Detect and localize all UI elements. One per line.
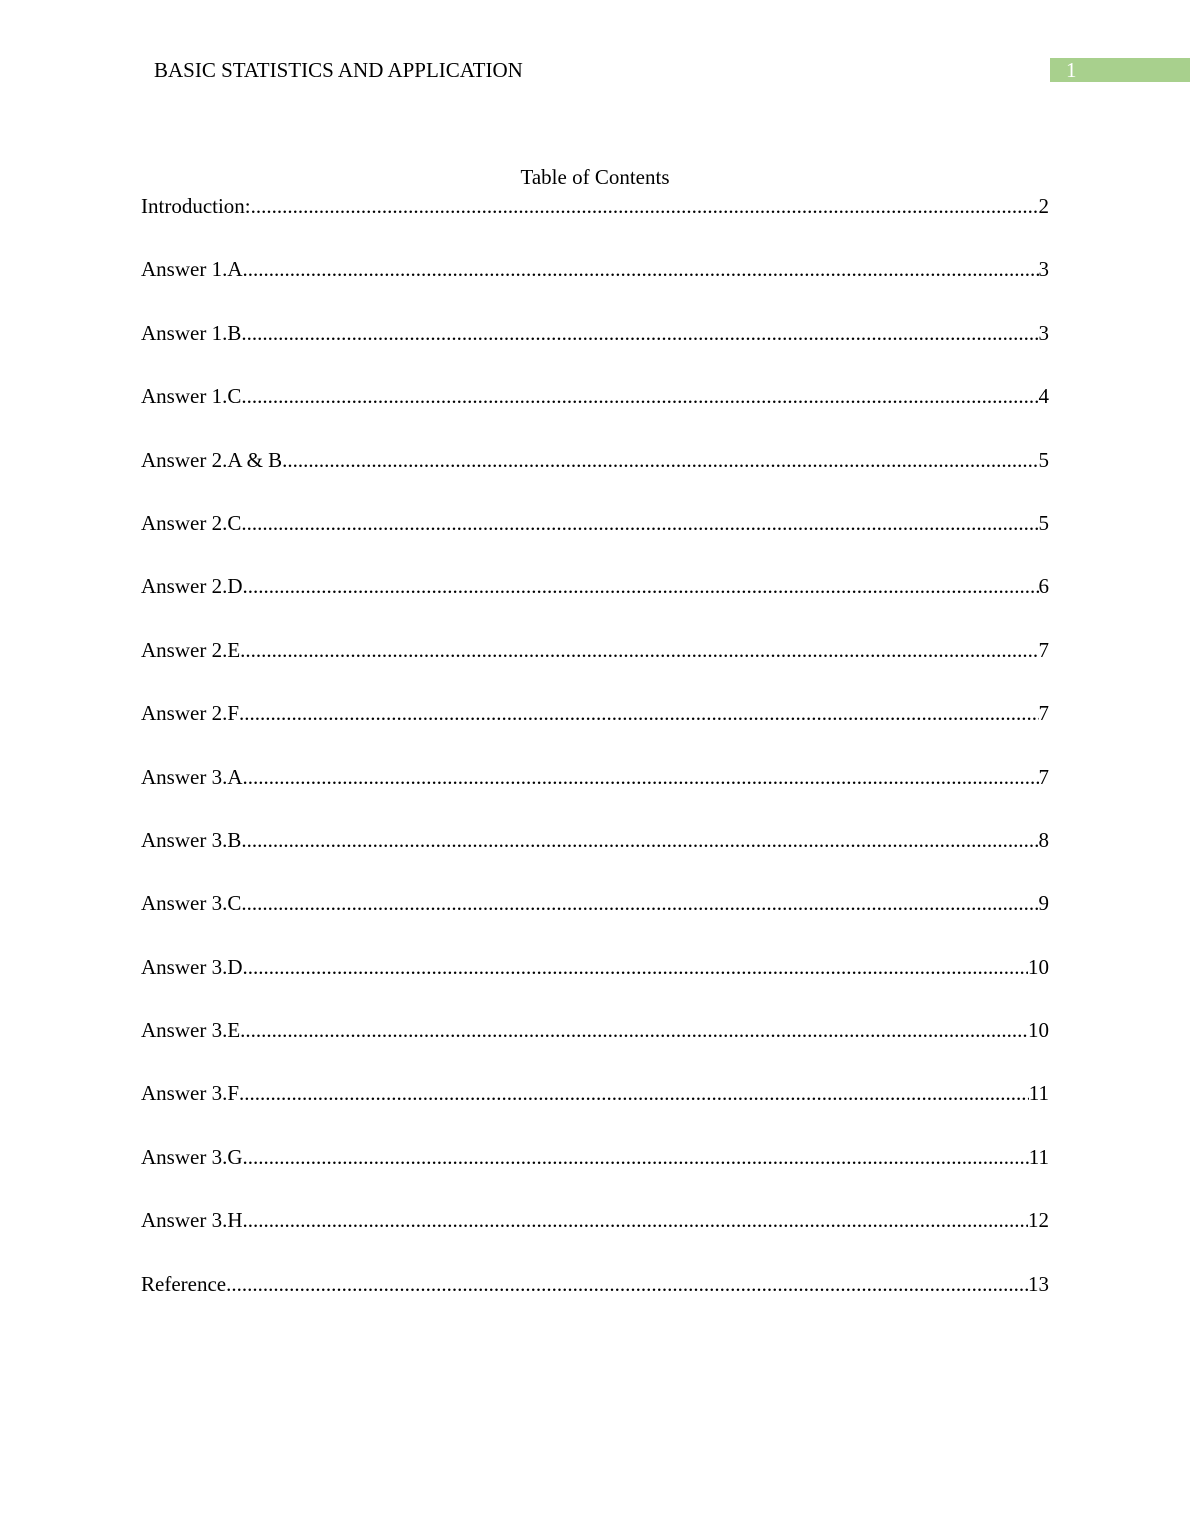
toc-entry-page-number[interactable]: 8 (1038, 827, 1049, 852)
toc-list (141, 193, 1049, 1334)
toc-dot-leader (240, 637, 1038, 663)
toc-entry-page-number[interactable]: 4 (1038, 384, 1049, 409)
page-number: 1 (1066, 58, 1077, 82)
toc-entry-label[interactable]: Reference (141, 1271, 227, 1296)
toc-entry[interactable] (141, 764, 1049, 827)
toc-dot-leader (226, 1271, 1028, 1297)
toc-dot-leader (241, 510, 1038, 536)
toc-entry-label[interactable]: Answer 3.H (141, 1208, 243, 1233)
toc-entry-label[interactable]: Answer 1.C (141, 384, 242, 409)
toc-entry-label[interactable]: Answer 3.D (141, 954, 243, 979)
toc-entry-label[interactable]: Answer 1.A (141, 257, 243, 282)
toc-entry[interactable] (141, 383, 1049, 446)
toc-dot-leader (251, 193, 1039, 219)
toc-entry-page-number[interactable]: 3 (1038, 257, 1049, 282)
toc-entry-page-number[interactable]: 11 (1028, 1081, 1049, 1106)
toc-entry-label[interactable]: Answer 2.C (141, 510, 242, 535)
toc-entry-page-number[interactable]: 5 (1038, 510, 1049, 535)
toc-dot-leader (241, 383, 1038, 409)
toc-dot-leader (242, 256, 1038, 282)
toc-dot-leader (239, 1080, 1029, 1106)
toc-entry[interactable] (141, 954, 1049, 1017)
toc-dot-leader (242, 954, 1028, 980)
toc-entry[interactable] (141, 193, 1049, 256)
toc-entry-page-number[interactable]: 11 (1028, 1144, 1049, 1169)
toc-entry-label[interactable]: Answer 3.C (141, 891, 242, 916)
toc-dot-leader (241, 320, 1038, 346)
toc-entry[interactable] (141, 700, 1049, 763)
toc-dot-leader (242, 573, 1038, 599)
toc-entry[interactable] (141, 637, 1049, 700)
running-header-title: BASIC STATISTICS AND APPLICATION (154, 58, 523, 82)
toc-dot-leader (241, 827, 1038, 853)
toc-entry[interactable] (141, 320, 1049, 383)
toc-dot-leader (242, 1144, 1028, 1170)
toc-entry-page-number[interactable]: 7 (1038, 764, 1049, 789)
toc-entry[interactable] (141, 1207, 1049, 1270)
toc-entry-label[interactable]: Answer 3.E (141, 1018, 241, 1043)
toc-entry-label[interactable]: Answer 2.D (141, 574, 243, 599)
toc-entry[interactable] (141, 890, 1049, 953)
toc-dot-leader (242, 1207, 1028, 1233)
toc-entry[interactable] (141, 447, 1049, 510)
toc-entry[interactable] (141, 1144, 1049, 1207)
toc-entry[interactable] (141, 1017, 1049, 1080)
toc-entry-label[interactable]: Answer 3.G (141, 1144, 243, 1169)
toc-entry-label[interactable]: Answer 2.F (141, 701, 239, 726)
toc-entry-page-number[interactable]: 7 (1038, 637, 1049, 662)
toc-entry-label[interactable]: Introduction: (141, 194, 251, 218)
toc-dot-leader (240, 1017, 1028, 1043)
toc-dot-leader (282, 447, 1038, 473)
toc-entry[interactable] (141, 827, 1049, 890)
toc-entry[interactable] (141, 510, 1049, 573)
toc-entry-page-number[interactable]: 13 (1028, 1271, 1049, 1296)
toc-entry-page-number[interactable]: 10 (1028, 1018, 1049, 1043)
toc-entry[interactable] (141, 256, 1049, 319)
toc-entry-page-number[interactable]: 5 (1038, 447, 1049, 472)
toc-entry-label[interactable]: Answer 3.B (141, 827, 242, 852)
page-number-box (1050, 58, 1190, 82)
toc-dot-leader (242, 764, 1038, 790)
toc-entry-label[interactable]: Answer 2.A & B (141, 447, 283, 472)
toc-entry-page-number[interactable]: 6 (1038, 574, 1049, 599)
toc-entry-label[interactable]: Answer 3.A (141, 764, 243, 789)
toc-entry[interactable] (141, 1080, 1049, 1143)
toc-entry-label[interactable]: Answer 3.F (141, 1081, 239, 1106)
toc-title: Table of Contents (520, 165, 670, 189)
toc-entry-page-number[interactable]: 2 (1038, 194, 1049, 218)
toc-entry-page-number[interactable]: 9 (1038, 891, 1049, 916)
toc-entry[interactable] (141, 573, 1049, 636)
toc-entry[interactable] (141, 1271, 1049, 1334)
toc-dot-leader (241, 890, 1038, 916)
toc-entry-page-number[interactable]: 7 (1038, 701, 1049, 726)
toc-entry-label[interactable]: Answer 1.B (141, 320, 242, 345)
toc-dot-leader (239, 700, 1039, 726)
toc-entry-page-number[interactable]: 12 (1028, 1208, 1049, 1233)
toc-entry-page-number[interactable]: 10 (1028, 954, 1049, 979)
toc-entry-page-number[interactable]: 3 (1038, 320, 1049, 345)
toc-entry-label[interactable]: Answer 2.E (141, 637, 241, 662)
